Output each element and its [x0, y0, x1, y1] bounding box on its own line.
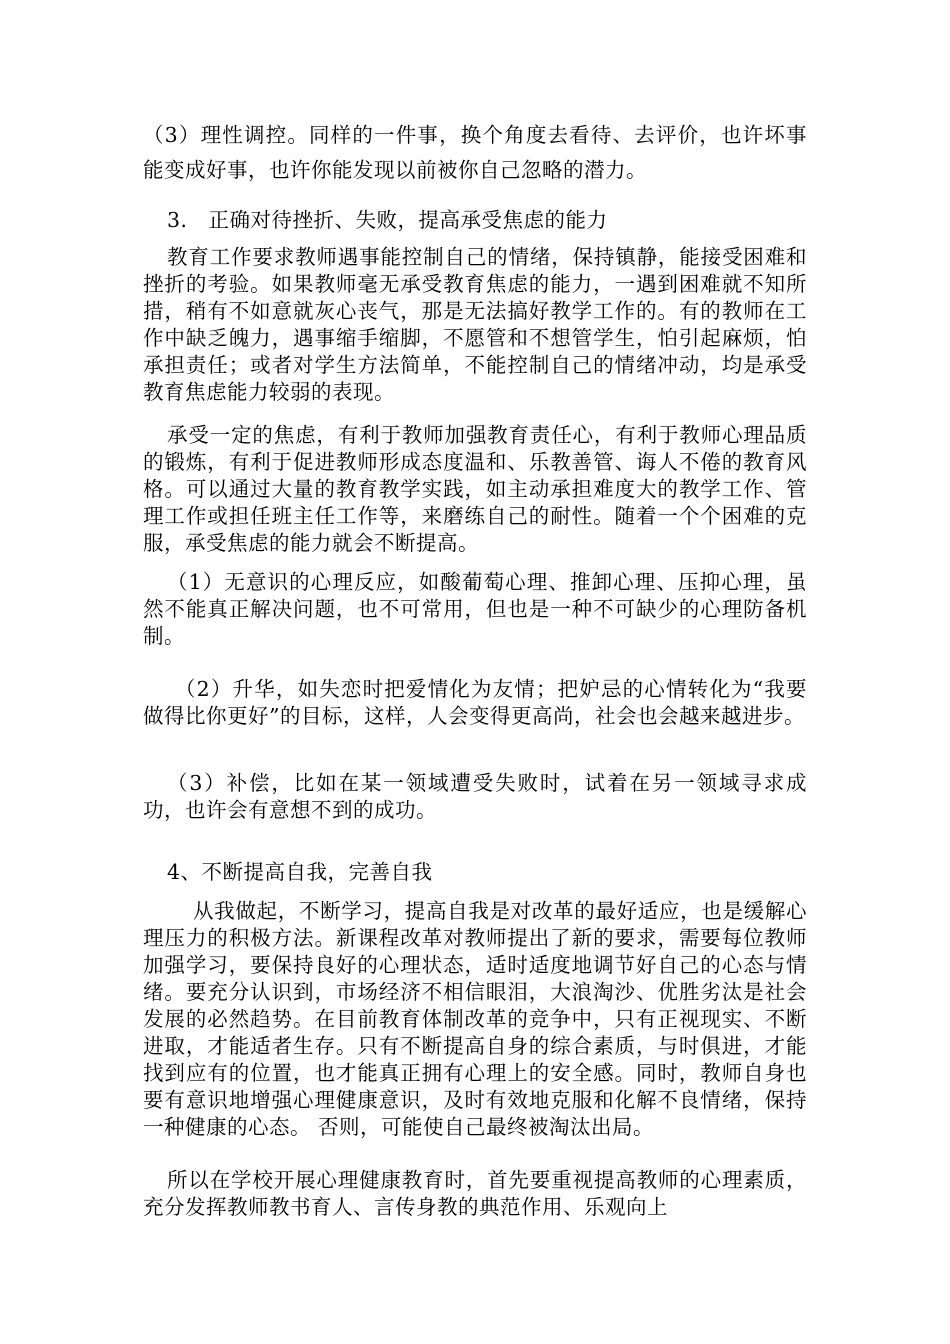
section-heading-4: 4、不断提高自我，完善自我	[167, 860, 433, 884]
paragraph-compensation: （3）补偿，比如在某一领域遭受失败时，试着在另一领域寻求成功，也许会有意想不到的成功。	[143, 771, 807, 822]
paragraph-rational-control: （3）理性调控。同样的一件事，换个角度去看待、去评价，也许坏事能变成好事，也许你能发现以前被你自己忽略的潜力。	[143, 123, 807, 182]
paragraph-unconscious-reaction: （1）无意识的心理反应，如酸葡萄心理、推卸心理、压抑心理，虽然不能真正解决问题，也不可常用，但也是一种不可缺少的心理防备机制。	[143, 570, 807, 648]
section-heading-3: 3． 正确对待挫折、失败，提高承受焦虑的能力	[167, 208, 608, 232]
paragraph-start-from-me: 从我做起，不断学习，提高自我是对改革的最好适应，也是缓解心理压力的积极方法。新课程改革对教师提出了新的要求，需要每位教师加强学习，要保持良好的心理状态，适时适度地调节好自己的心态与情绪。要充分认识到，市场经济不相信眼泪，大浪淘沙、优胜劣汰是社会发展的必然趋势。在目前教育体制改革的竞争中，只有正视现实、不断进取，才能适者生存。只有不断提高自身的综合素质，与时俱进，才能找到应有的位置，也才能真正拥有心理上的安全感。同时，教师自身也要有意识地增强心理健康意识，及时有效地克服和化解不良情绪，保持一种健康的心态。 否则，可能使自己最终被淘汰出局。	[143, 899, 807, 1139]
paragraph-bearing-anxiety: 承受一定的焦虑，有利于教师加强教育责任心，有利于教师心理品质的锻炼，有利于促进教师形成态度温和、乐教善管、诲人不倦的教育风格。可以通过大量的教育教学实践，如主动承担难度大的教学工作、管理工作或担任班主任工作等，来磨练自己的耐性。随着一个个困难的克服，承受焦虑的能力就会不断提高。	[143, 423, 807, 555]
paragraph-conclusion: 所以在学校开展心理健康教育时，首先要重视提高教师的心理素质，充分发挥教师教书育人、言传身教的典范作用、乐观向上	[143, 1168, 807, 1219]
paragraph-sublimation: （2）升华，如失恋时把爱情化为友情；把妒忌的心情转化为“我要做得比你更好”的目标，这样，人会变得更高尚，社会也会越来越进步。	[143, 677, 807, 728]
paragraph-education-work: 教育工作要求教师遇事能控制自己的情绪，保持镇静，能接受困难和挫折的考验。如果教师毫无承受教育焦虑的能力，一遇到困难就不知所措，稍有不如意就灰心丧气，那是无法搞好教学工作的。有的教师在工作中缺乏魄力，遇事缩手缩脚，不愿管和不想管学生，怕引起麻烦，怕承担责任；或者对学生方法简单，不能控制自己的情绪冲动，均是承受教育焦虑能力较弱的表现。	[143, 245, 807, 404]
